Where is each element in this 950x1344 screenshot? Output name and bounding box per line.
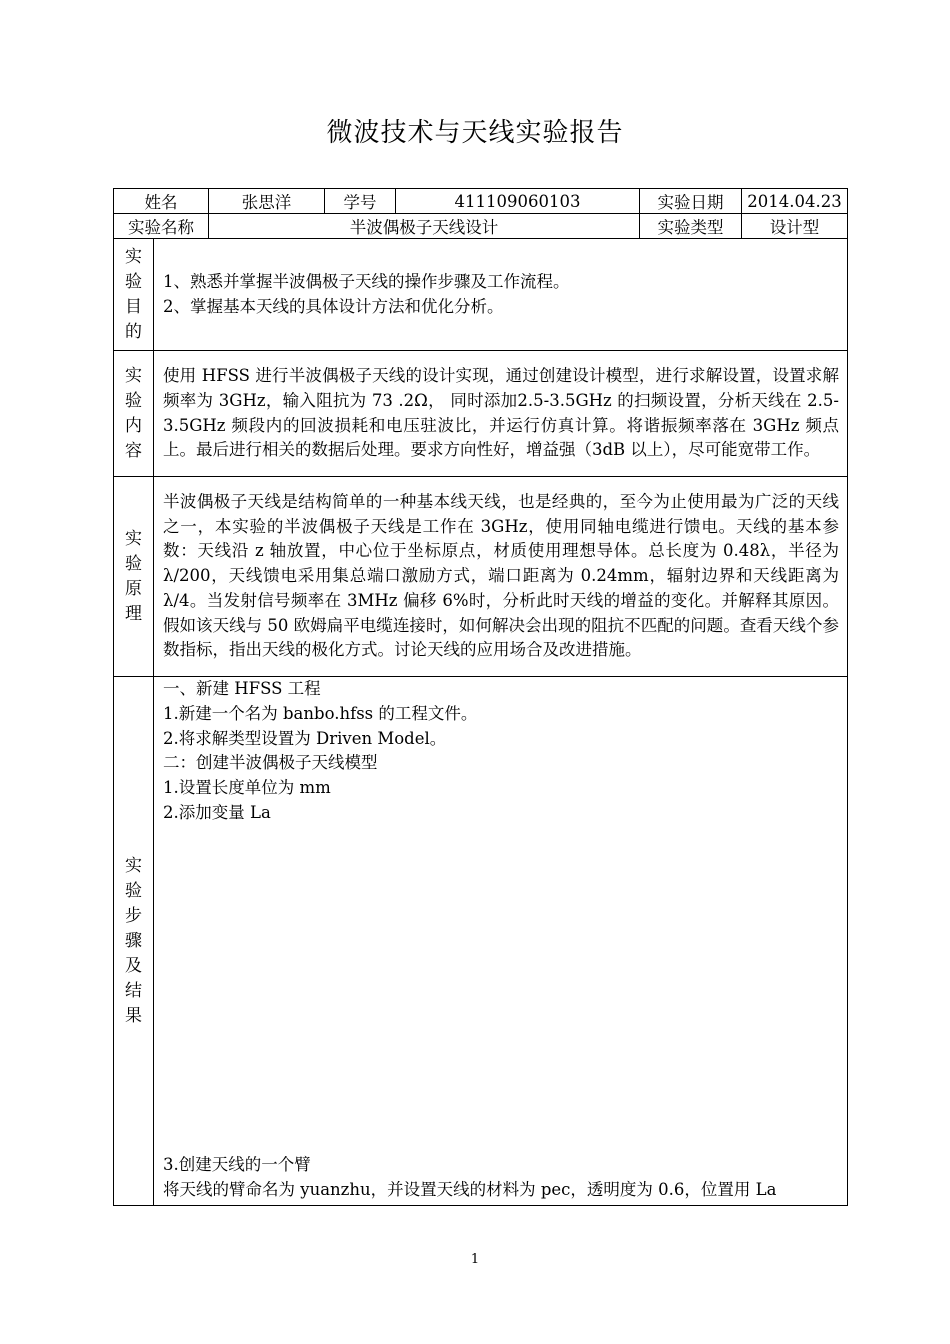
name-value: 张思洋 <box>209 189 325 214</box>
purpose-line: 2、掌握基本天线的具体设计方法和优化分析。 <box>163 296 504 316</box>
steps-label: 实 验 步 骤 及 结 果 <box>114 677 154 1206</box>
principle-text: 半波偶极子天线是结构简单的一种基本线天线，也是经典的，至今为止使用最为广泛的天线之一，本实验的半波偶极子天线是工作在 3GHz，使用同轴电缆进行馈电。天线的基本参数：天线沿 z 轴放置，中心位于坐标原点，材质使用理想导体。总长度为 0.48λ，半径为λ/200，天线馈电采用集总端口激励方式，端口距离为 0.24mm，辐射边界和天线距离为λ/4。当发射信号频率在 3MHz 偏移 6%时，分析此时天线的增益的变化。并解释其原因。假如该天线与 50 欧姆扁平电缆连接时，如何解决会出现的阻抗不匹配的问题。查看天线个参数指标，指出天线的极化方式。讨论天线的应用场合及改进措施。 <box>154 477 848 677</box>
content-row <box>114 351 848 477</box>
report-title: 微波技术与天线实验报告 <box>326 118 624 148</box>
purpose-line: 1、熟悉并掌握半波偶极子天线的操作步骤及工作流程。 <box>163 271 570 291</box>
page-number: 1 <box>470 1252 480 1267</box>
purpose-row <box>114 239 848 351</box>
date-value: 2014.04.23 <box>742 189 848 214</box>
purpose-label: 实 验 目 的 <box>114 239 154 351</box>
content-text: 使用 HFSS 进行半波偶极子天线的设计实现，通过创建设计模型，进行求解设置，设置求解频率为 3GHz，输入阻抗为 73 .2Ω， 同时添加2.5-3.5GHz 的扫频设置，分析天线在 2.5-3.5GHz 频段内的回波损耗和电压驻波比，并运行仿真计算。将谐振频率落在 3GHz 频点上。最后进行相关的数据后处理。要求方向性好，增益强（3dB 以上），尽可能宽带工作。 <box>154 351 848 477</box>
report-table <box>113 188 848 1206</box>
student-id-label: 学号 <box>325 189 396 214</box>
date-label: 实验日期 <box>640 189 742 214</box>
step-line: 一、新建 HFSS 工程 <box>163 679 321 698</box>
principle-label: 实 验 原 理 <box>114 477 154 677</box>
step-line: 二：创建半波偶极子天线模型 <box>163 753 378 773</box>
experiment-type-label: 实验类型 <box>640 214 742 239</box>
step-line: 1.新建一个名为 banbo.hfss 的工程文件。 <box>163 703 478 723</box>
name-label: 姓名 <box>114 189 209 214</box>
principle-row <box>114 477 848 677</box>
experiment-name-label: 实验名称 <box>114 214 209 239</box>
step-line: 3.创建天线的一个臂 <box>163 1155 311 1175</box>
experiment-name-value: 半波偶极子天线设计 <box>209 214 640 239</box>
header-row-1 <box>114 189 848 214</box>
step-line: 将天线的臂命名为 yuanzhu，并设置天线的材料为 pec，透明度为 0.6，位置用 La <box>163 1180 777 1200</box>
steps-content <box>154 677 848 1206</box>
steps-row <box>114 677 848 1206</box>
content-label: 实 验 内 容 <box>114 351 154 477</box>
experiment-type-value: 设计型 <box>742 214 848 239</box>
step-line: 1.设置长度单位为 mm <box>163 778 331 798</box>
step-line: 2.添加变量 La <box>163 802 271 822</box>
purpose-content <box>154 239 848 351</box>
student-id-value: 411109060103 <box>396 189 640 214</box>
step-line: 2.将求解类型设置为 Driven Model。 <box>163 728 447 748</box>
header-row-2 <box>114 214 848 239</box>
